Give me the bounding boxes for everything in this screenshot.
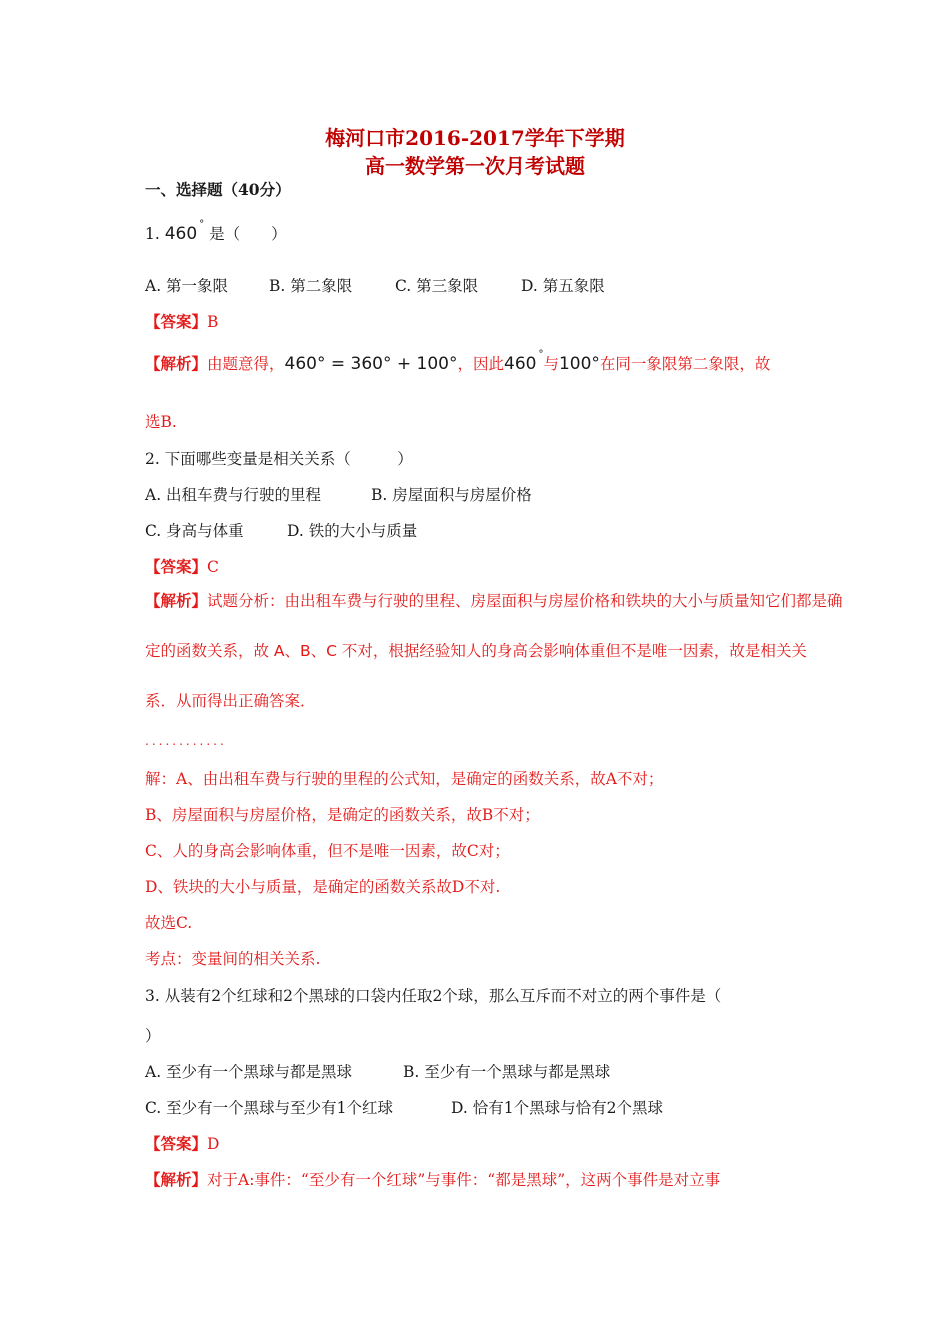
analysis-angle-a: 460 xyxy=(504,354,537,374)
option-d: D. 铁的大小与质量 xyxy=(287,522,418,540)
question-1-analysis-end: 选B. xyxy=(145,413,177,431)
answer-value: B xyxy=(207,313,219,331)
analysis-text-4: 在同一象限第二象限，故 xyxy=(599,355,771,373)
option-a: A. 出租车费与行驶的里程 xyxy=(145,486,322,504)
analysis-text-3: 与 xyxy=(543,355,559,373)
answer-tag: 【答案】 xyxy=(145,312,208,331)
answer-tag: 【答案】 xyxy=(145,1134,208,1153)
question-3-options-row-1 xyxy=(145,1060,610,1082)
analysis-text: 对于A:事件：“至少有一个红球”与事件：“都是黑球”，这两个事件是对立事 xyxy=(207,1171,721,1189)
question-2-options-row-1 xyxy=(145,483,532,505)
solution-line-2: B、房屋面积与房屋价格，是确定的函数关系，故B不对； xyxy=(145,806,540,824)
title-line-2: 高一数学第一次月考试题 xyxy=(365,154,585,178)
question-3-analysis xyxy=(145,1168,720,1190)
knowledge-point: 考点：变量间的相关关系. xyxy=(145,950,321,968)
question-1-expr: 460 xyxy=(164,224,198,244)
question-3-options-row-2 xyxy=(145,1096,663,1118)
question-2-analysis-line-1 xyxy=(145,589,843,611)
solution-line-1: 解：A、由出租车费与行驶的里程的公式知，是确定的函数关系，故A不对； xyxy=(145,770,664,788)
analysis-text: 试题分析：由出租车费与行驶的里程、房屋面积与房屋价格和铁块的大小与质量知它们都是确 xyxy=(207,592,843,610)
analysis-angle-b: 100° xyxy=(558,354,600,374)
question-1-analysis xyxy=(145,349,771,374)
question-2-analysis-line-3: 系．从而得出正确答案． xyxy=(145,692,316,710)
option-b: B. 第二象限 xyxy=(269,277,353,295)
analysis-equation: 460° = 360° + 100° xyxy=(284,354,458,374)
question-2-analysis-line-2: 定的函数关系，故 A、B、C 不对，根据经验知人的身高会影响体重但不是唯一因素，故是相关关 xyxy=(145,642,807,660)
option-a: A. 至少有一个黑球与都是黑球 xyxy=(145,1063,353,1081)
dots-separator: ............ xyxy=(145,734,227,748)
solution-line-3: C、人的身高会影响体重，但不是唯一因素，故C对； xyxy=(145,842,510,860)
option-c: C. 至少有一个黑球与至少有1个红球 xyxy=(145,1099,394,1117)
analysis-degree: ° xyxy=(538,349,544,360)
question-3-answer xyxy=(145,1132,219,1154)
title-line-1: 梅河口市2016-2017学年下学期 xyxy=(325,126,625,150)
answer-value: C xyxy=(207,558,219,576)
option-c: C. 身高与体重 xyxy=(145,522,244,540)
solution-line-4: D、铁块的大小与质量，是确定的函数关系故D不对. xyxy=(145,878,501,896)
question-3-stem-end: ） xyxy=(145,1027,161,1045)
question-2-options-row-2 xyxy=(145,519,417,541)
option-a: A. 第一象限 xyxy=(145,277,229,295)
answer-tag: 【答案】 xyxy=(145,557,208,576)
answer-value: D xyxy=(207,1135,220,1153)
option-c: C. 第三象限 xyxy=(395,277,479,295)
question-3-stem: 3. 从装有2个红球和2个黑球的口袋内任取2个球，那么互斥而不对立的两个事件是（ xyxy=(145,987,722,1005)
option-d: D. 第五象限 xyxy=(521,277,605,295)
question-2-answer xyxy=(145,555,219,577)
question-1-options xyxy=(145,274,605,296)
analysis-text-2: ，因此 xyxy=(457,355,504,373)
analysis-tag: 【解析】 xyxy=(145,1170,208,1189)
analysis-tag: 【解析】 xyxy=(145,591,208,610)
question-2-stem: 2. 下面哪些变量是相关关系（ ） xyxy=(145,450,413,468)
section-heading: 一、选择题（40分） xyxy=(145,180,291,199)
analysis-text-1: 由题意得， xyxy=(207,355,285,373)
question-1-answer xyxy=(145,310,218,332)
analysis-tag: 【解析】 xyxy=(145,354,208,373)
question-1-stem: 是（ ） xyxy=(209,225,287,243)
option-d: D. 恰有1个黑球与恰有2个黑球 xyxy=(451,1099,663,1117)
option-b: B. 至少有一个黑球与都是黑球 xyxy=(403,1063,611,1081)
question-1-degree: ° xyxy=(199,219,205,230)
option-b: B. 房屋面积与房屋价格 xyxy=(371,486,532,504)
solution-choose: 故选C. xyxy=(145,914,193,932)
question-1-number: 1. xyxy=(145,225,160,243)
question-1 xyxy=(145,219,287,244)
